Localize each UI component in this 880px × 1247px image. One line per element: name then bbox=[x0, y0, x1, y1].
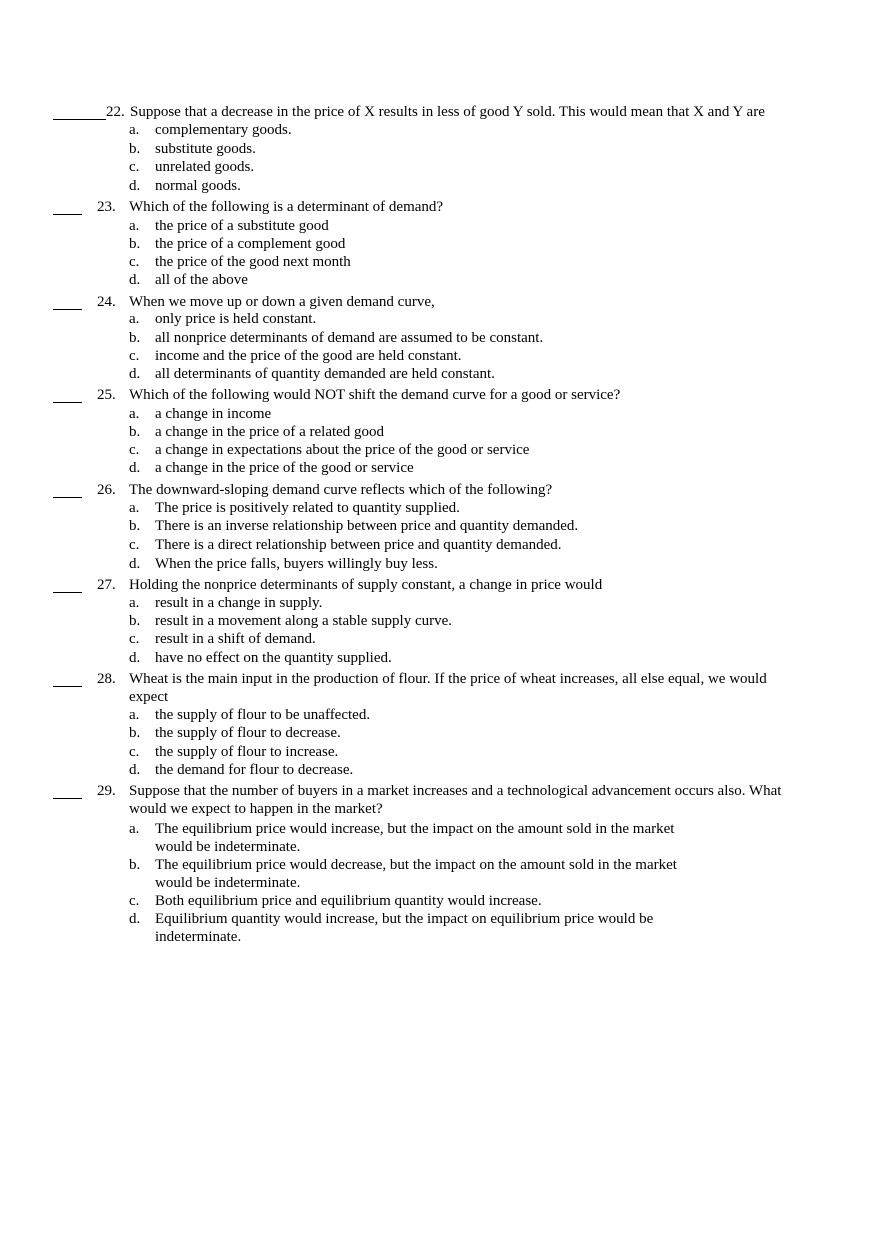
option-letter: c. bbox=[129, 537, 140, 553]
option-text: all determinants of quantity demanded are held constant. bbox=[155, 366, 495, 382]
option-text: complementary goods. bbox=[155, 122, 292, 138]
option-letter: b. bbox=[129, 424, 141, 440]
question-text-line-1: Suppose that the number of buyers in a market increases and a technological advancement occurs also. What bbox=[129, 783, 782, 799]
question-text: Which of the following is a determinant of demand? bbox=[129, 199, 444, 215]
option-text-line-1: The equilibrium price would decrease, but the impact on the amount sold in the market bbox=[155, 857, 677, 873]
option-letter: c. bbox=[129, 631, 140, 647]
option-letter: a. bbox=[129, 122, 140, 138]
option-letter: a. bbox=[129, 311, 140, 327]
option-text: The price is positively related to quantity supplied. bbox=[155, 500, 460, 516]
option-letter: c. bbox=[129, 254, 140, 270]
option-letter: c. bbox=[129, 159, 140, 175]
option-text: all nonprice determinants of demand are assumed to be constant. bbox=[155, 330, 544, 346]
question-text: The downward-sloping demand curve reflects which of the following? bbox=[129, 482, 553, 498]
option-text: only price is held constant. bbox=[155, 311, 317, 327]
answer-blank[interactable] bbox=[53, 198, 82, 215]
option-letter: d. bbox=[129, 762, 141, 778]
option-letter: a. bbox=[129, 707, 140, 723]
question-text: Holding the nonprice determinants of supply constant, a change in price would bbox=[129, 577, 603, 593]
option-text: the demand for flour to decrease. bbox=[155, 762, 354, 778]
answer-blank[interactable] bbox=[53, 103, 106, 120]
question-number: 25. bbox=[97, 387, 116, 403]
question-number: 23. bbox=[97, 199, 116, 215]
answer-blank[interactable] bbox=[53, 293, 82, 310]
option-text: result in a shift of demand. bbox=[155, 631, 316, 647]
question-text-line-1: Wheat is the main input in the production of flour. If the price of wheat increases, all else equal, we would bbox=[129, 671, 767, 687]
option-letter: b. bbox=[129, 141, 141, 157]
option-text: normal goods. bbox=[155, 178, 241, 194]
option-letter: c. bbox=[129, 893, 140, 909]
answer-blank[interactable] bbox=[53, 670, 82, 687]
question-number: 28. bbox=[97, 671, 116, 687]
answer-blank[interactable] bbox=[53, 386, 82, 403]
option-text: the supply of flour to decrease. bbox=[155, 725, 341, 741]
option-letter: c. bbox=[129, 744, 140, 760]
option-text: There is a direct relationship between price and quantity demanded. bbox=[155, 537, 562, 553]
option-text: result in a movement along a stable supply curve. bbox=[155, 613, 453, 629]
option-text: the supply of flour to be unaffected. bbox=[155, 707, 371, 723]
option-text-line-2: would be indeterminate. bbox=[155, 839, 301, 855]
option-text: There is an inverse relationship between price and quantity demanded. bbox=[155, 518, 579, 534]
option-letter: b. bbox=[129, 857, 141, 873]
answer-blank[interactable] bbox=[53, 481, 82, 498]
answer-blank[interactable] bbox=[53, 782, 82, 799]
question-text-line-2: expect bbox=[129, 689, 169, 705]
option-letter: d. bbox=[129, 178, 141, 194]
option-text-line-1: Equilibrium quantity would increase, but the impact on equilibrium price would be bbox=[155, 911, 654, 927]
option-text-line-2: would be indeterminate. bbox=[155, 875, 301, 891]
option-letter: d. bbox=[129, 460, 141, 476]
option-text: When the price falls, buyers willingly buy less. bbox=[155, 556, 438, 572]
option-letter: b. bbox=[129, 236, 141, 252]
question-number: 22. bbox=[106, 104, 125, 120]
option-letter: a. bbox=[129, 500, 140, 516]
question-text: Which of the following would NOT shift the demand curve for a good or service? bbox=[129, 387, 621, 403]
option-letter: a. bbox=[129, 821, 140, 837]
question-number: 27. bbox=[97, 577, 116, 593]
question-text: When we move up or down a given demand curve, bbox=[129, 294, 435, 310]
option-text: have no effect on the quantity supplied. bbox=[155, 650, 392, 666]
option-letter: c. bbox=[129, 348, 140, 364]
option-text: the price of a substitute good bbox=[155, 218, 329, 234]
option-letter: a. bbox=[129, 218, 140, 234]
option-text: the price of a complement good bbox=[155, 236, 346, 252]
option-letter: a. bbox=[129, 595, 140, 611]
question-text-line-2: would we expect to happen in the market? bbox=[129, 801, 383, 817]
option-text-line-1: Both equilibrium price and equilibrium quantity would increase. bbox=[155, 893, 542, 909]
question-number: 26. bbox=[97, 482, 116, 498]
option-letter: b. bbox=[129, 613, 141, 629]
option-letter: b. bbox=[129, 330, 141, 346]
option-text: a change in the price of the good or service bbox=[155, 460, 414, 476]
question-number: 29. bbox=[97, 783, 116, 799]
option-letter: d. bbox=[129, 556, 141, 572]
option-text: the price of the good next month bbox=[155, 254, 351, 270]
option-text: the supply of flour to increase. bbox=[155, 744, 339, 760]
option-letter: d. bbox=[129, 366, 141, 382]
option-letter: b. bbox=[129, 725, 141, 741]
option-letter: d. bbox=[129, 911, 141, 927]
option-text: all of the above bbox=[155, 272, 248, 288]
option-text: substitute goods. bbox=[155, 141, 256, 157]
option-text: a change in income bbox=[155, 406, 272, 422]
option-text: a change in expectations about the price of the good or service bbox=[155, 442, 530, 458]
option-text-line-1: The equilibrium price would increase, but the impact on the amount sold in the market bbox=[155, 821, 675, 837]
option-text: a change in the price of a related good bbox=[155, 424, 385, 440]
answer-blank[interactable] bbox=[53, 576, 82, 593]
option-text-line-2: indeterminate. bbox=[155, 929, 242, 945]
option-letter: a. bbox=[129, 406, 140, 422]
question-text: Suppose that a decrease in the price of X results in less of good Y sold. This would mean that X and Y are bbox=[130, 104, 765, 120]
option-text: unrelated goods. bbox=[155, 159, 255, 175]
option-letter: d. bbox=[129, 272, 141, 288]
option-text: income and the price of the good are held constant. bbox=[155, 348, 462, 364]
option-letter: c. bbox=[129, 442, 140, 458]
question-number: 24. bbox=[97, 294, 116, 310]
option-letter: d. bbox=[129, 650, 141, 666]
option-letter: b. bbox=[129, 518, 141, 534]
option-text: result in a change in supply. bbox=[155, 595, 323, 611]
